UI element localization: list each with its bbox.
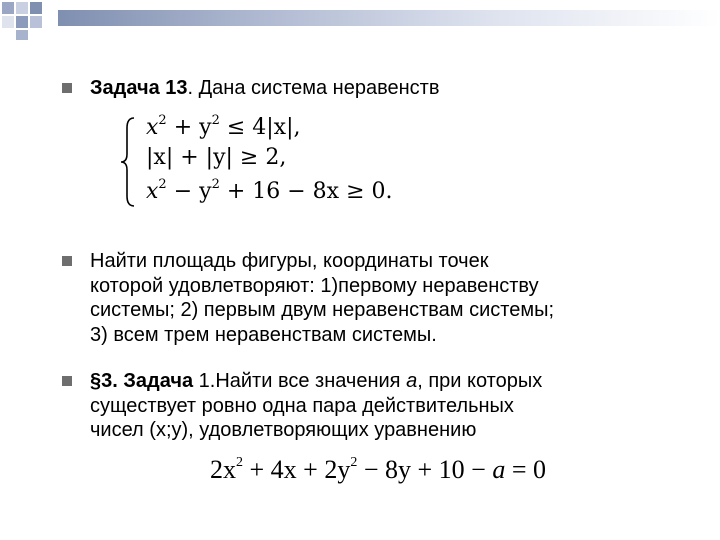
section3-label: §3. Задача [90,370,194,392]
inequality-2: |x| + |y| ≥ 2, [146,145,287,170]
section3-paragraph: §3. Задача 1.Найти все значения a, при которых существует ровно одна пара действительных чисел (x;y), удовлетворяющих уравнению [90,370,543,441]
find-line: которой удовлетворяют: 1)первому неравенству [90,274,539,297]
equation: $2x^2 + 4x + 2y^2 - 8y + 10 - a = 0$ [210,455,546,484]
bullet-icon [62,376,72,386]
task13-text: . Дана система неравенств [187,77,440,99]
inequality-1: $x^2 + y^2 \le 4|x|$, [146,113,301,140]
task13-label: Задача 13 [90,77,188,99]
task13-heading [90,76,439,101]
param-a: a [406,370,418,392]
corner-decoration [0,0,60,40]
find-line: 3) всем трем неравенствам системы. [90,323,437,346]
header-gradient-bar [58,10,720,26]
bullet-icon [62,256,72,266]
find-line: системы; 2) первым двум неравенствам системы; [90,299,555,321]
find-paragraph [90,249,554,347]
inequality-3: $x^2 - y^2 + 16 - 8x \ge 0$. [146,177,393,204]
bullet-icon [62,83,72,93]
system-brace [118,116,138,208]
find-line: Найти площадь фигуры, координаты точек [90,250,489,272]
